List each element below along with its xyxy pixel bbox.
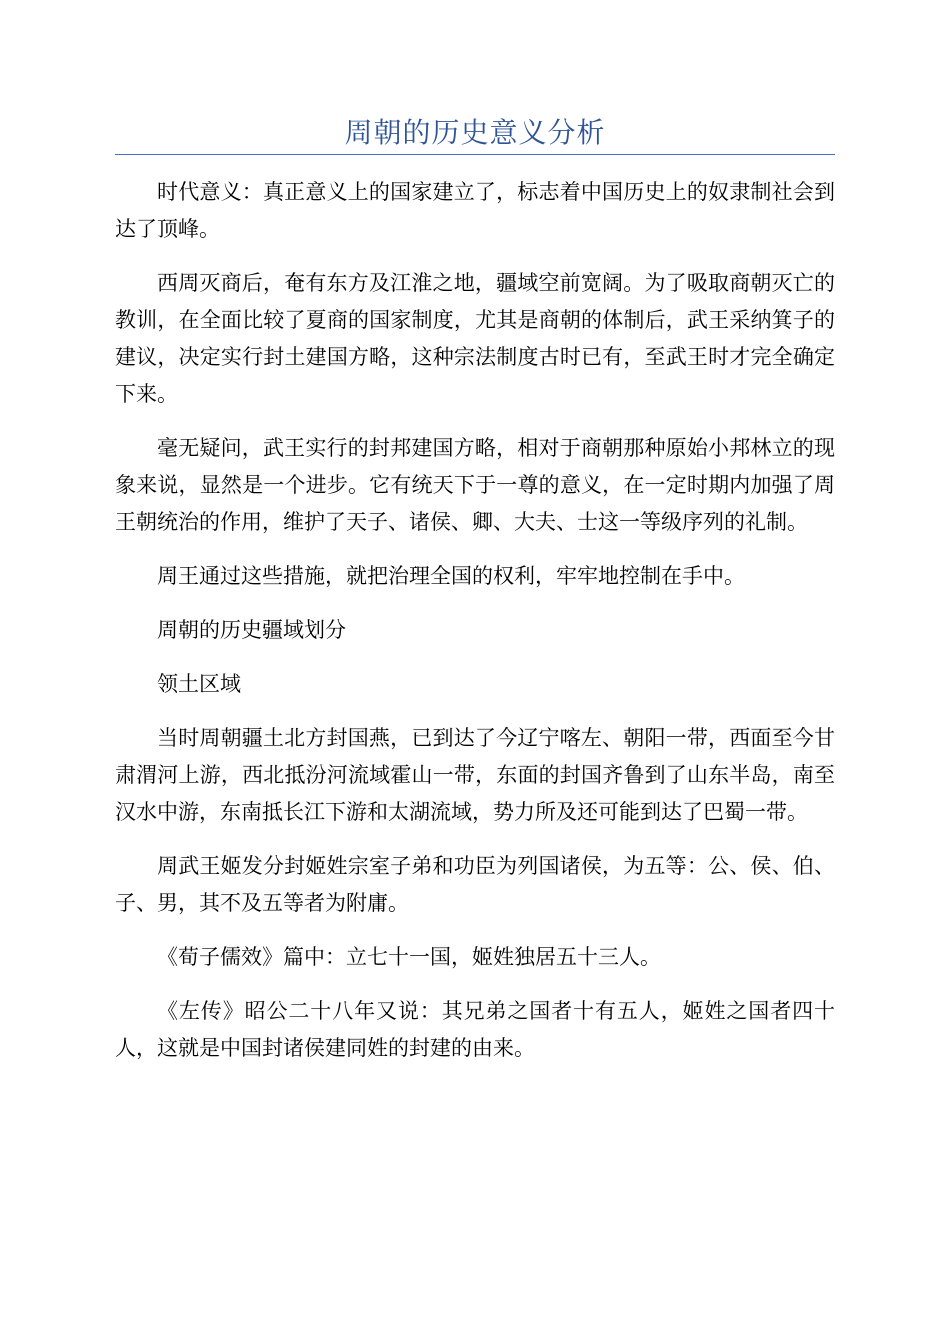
document-title: 周朝的历史意义分析: [344, 116, 606, 149]
paragraph-western-zhou: 西周灭商后，奄有东方及江淮之地，疆域空前宽阔。为了吸取商朝灭亡的教训，在全面比较了夏商的国家制度，尤其是商朝的体制后，武王采纳箕子的建议，决定实行封土建国方略，这种宗法制度古时已有，至武王时才完全确定下来。: [115, 271, 835, 406]
paragraph-five-ranks: 周武王姬发分封姬姓宗室子弟和功臣为列国诸侯，为五等：公、侯、伯、子、男，其不及五等者为附庸。: [115, 854, 835, 915]
paragraph-enfeoffment: 毫无疑问，武王实行的封邦建国方略，相对于商朝那种原始小邦林立的现象来说，显然是一个进步。它有统天下于一尊的意义，在一定时期内加强了周王朝统治的作用，维护了天子、诸侯、卿、大夫、士这一等级序列的礼制。: [115, 436, 835, 534]
paragraph-zuozhuan-quote: 《左传》昭公二十八年又说：其兄弟之国者十有五人，姬姓之国者四十人，这就是中国封诸侯建同姓的封建的由来。: [115, 999, 835, 1060]
paragraph-control: 周王通过这些措施，就把治理全国的权利，牢牢地控制在手中。: [157, 564, 745, 588]
paragraph-era-significance: 时代意义：真正意义上的国家建立了，标志着中国历史上的奴隶制社会到达了顶峰。: [115, 180, 835, 241]
title-underline: [115, 154, 835, 155]
paragraph-borders: 当时周朝疆土北方封国燕，已到达了今辽宁喀左、朝阳一带，西面至今甘肃渭河上游，西北抵汾河流域霍山一带，东面的封国齐鲁到了山东半岛，南至汉水中游，东南抵长江下游和太湖流域，势力所及还可能到达了巴蜀一带。: [115, 726, 835, 824]
document-body: [115, 174, 835, 1084]
section-heading-territory: 领土区域: [157, 672, 241, 696]
paragraph-xunzi-quote: 《荀子儒效》篇中：立七十一国，姬姓独居五十三人。: [157, 945, 661, 969]
section-heading-territory-division: 周朝的历史疆域划分: [157, 618, 346, 642]
